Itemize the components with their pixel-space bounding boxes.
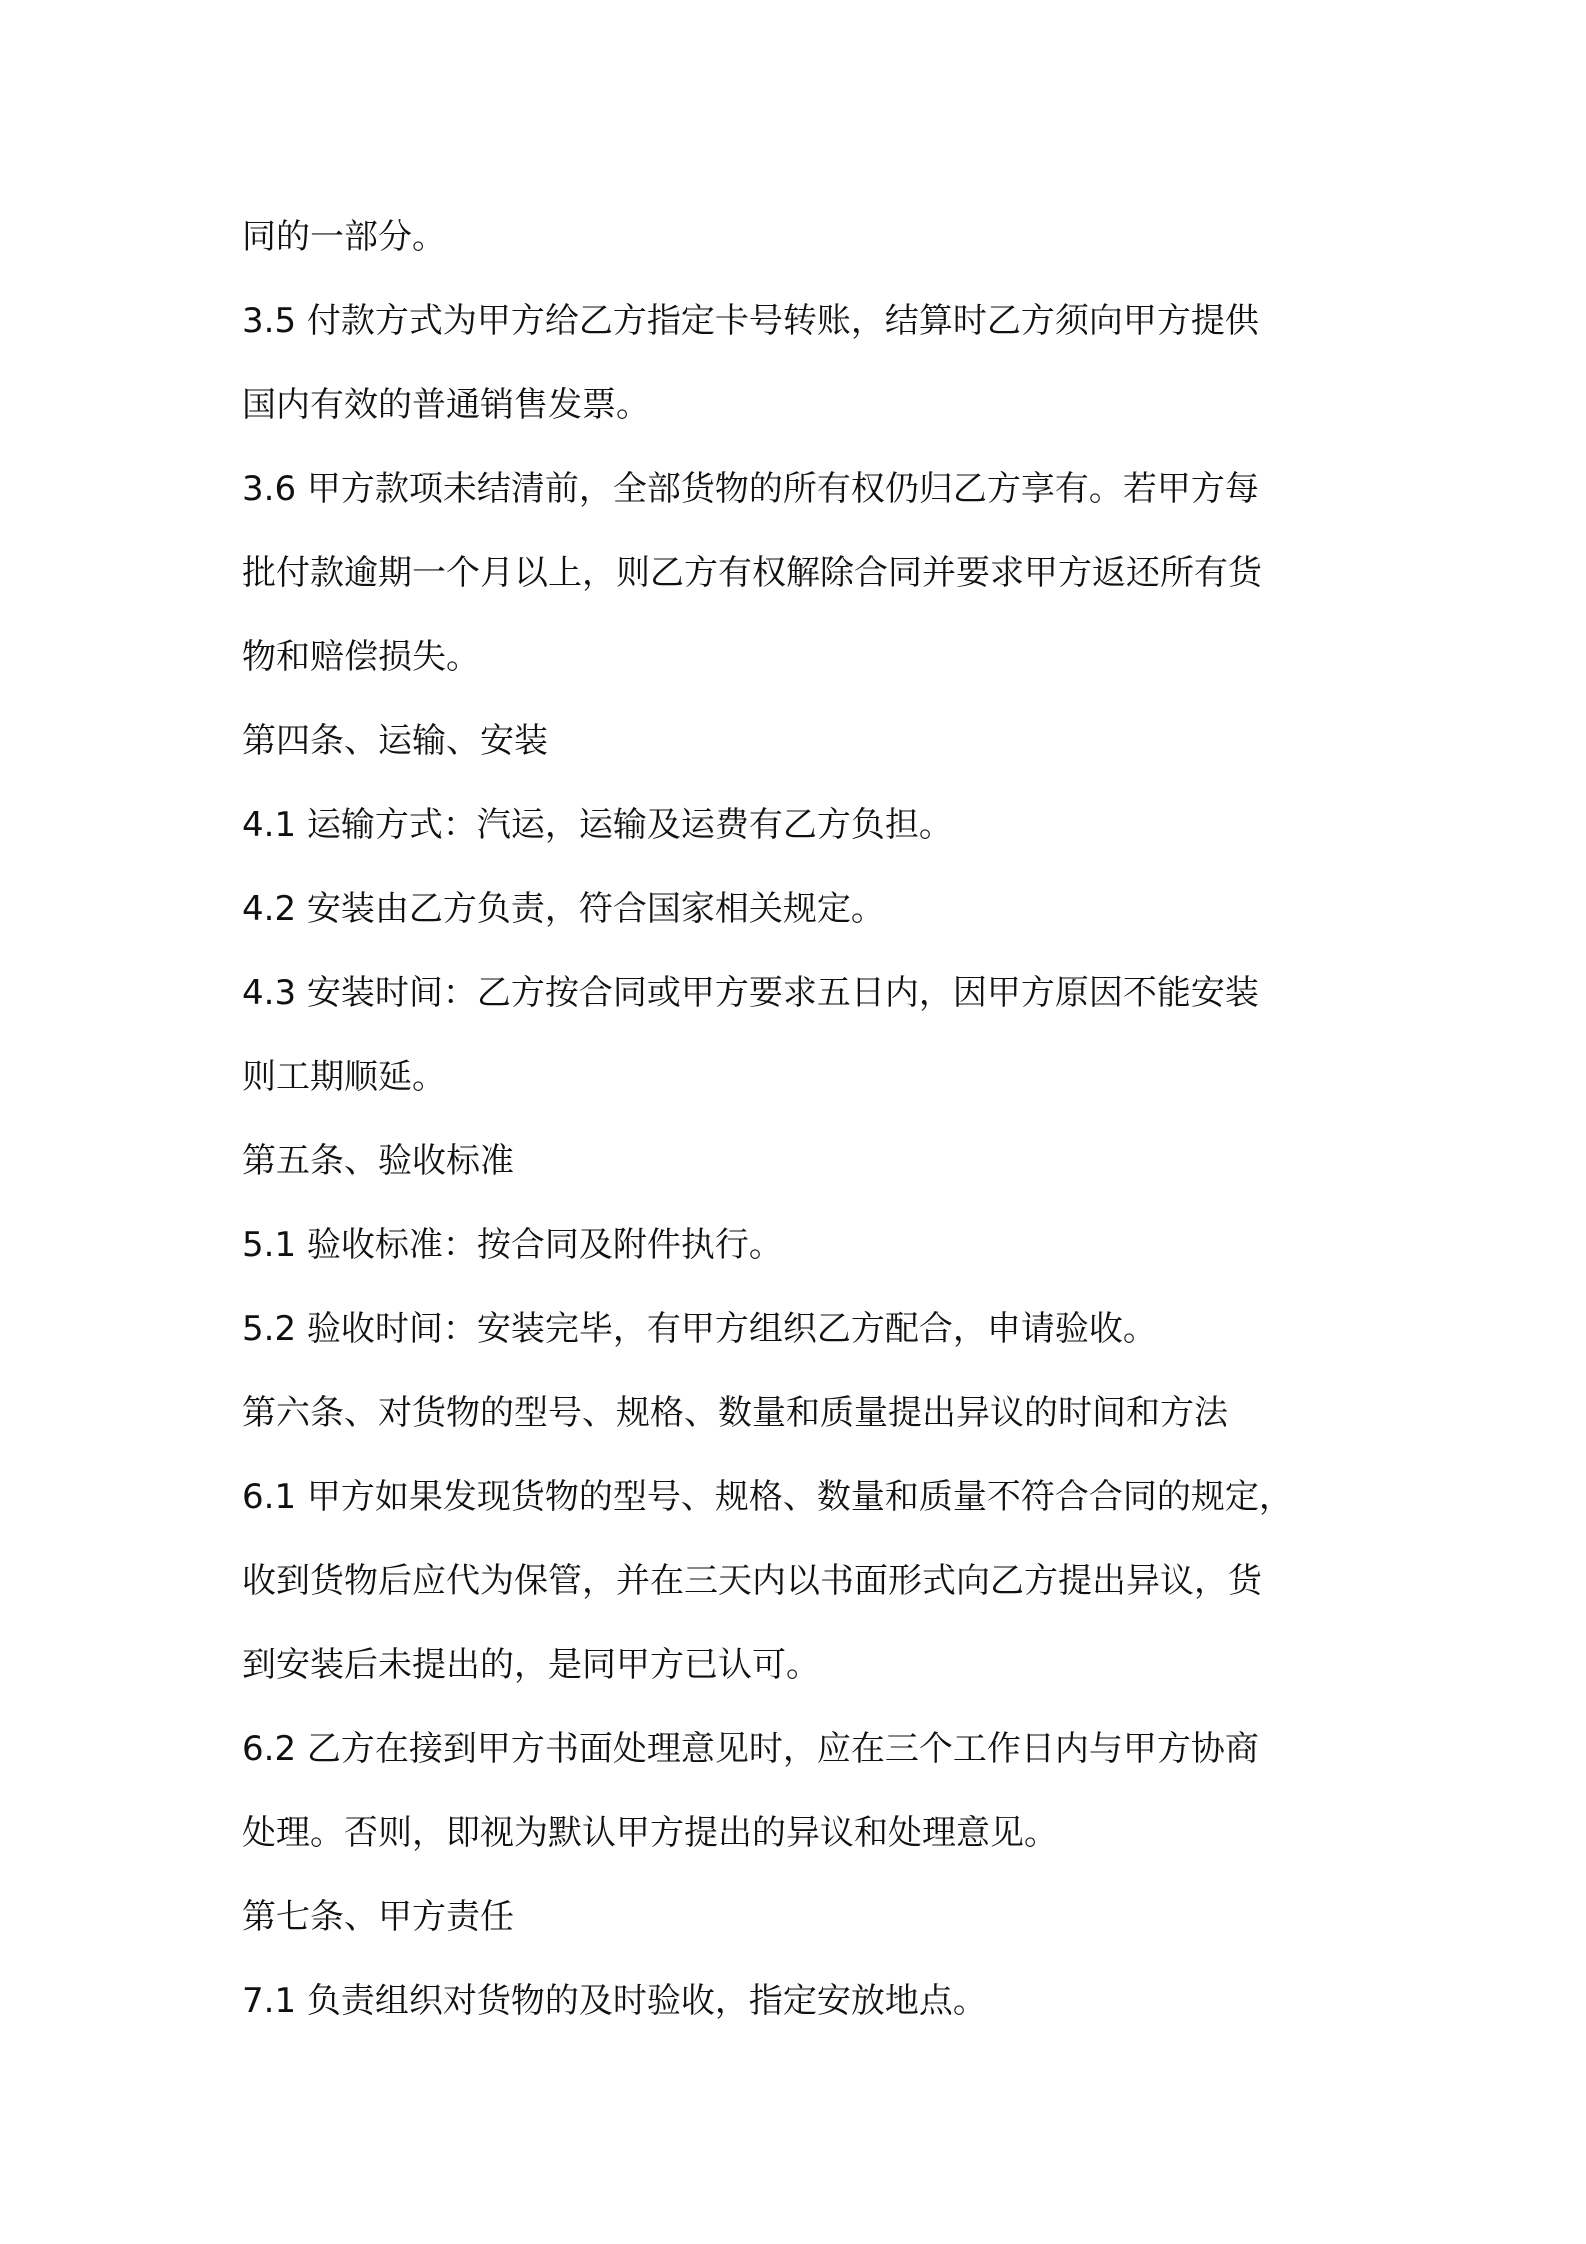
- clause-3-6-line-3: 物和赔偿损失。: [242, 637, 480, 677]
- clause-3-5-line-2: 国内有效的普通销售发票。: [242, 385, 650, 425]
- document-body: [242, 195, 1357, 2043]
- clause-5-2: 5.2 验收时间：安装完毕，有甲方组织乙方配合，申请验收。: [242, 1309, 1157, 1349]
- clause-4-3-line-1: 4.3 安装时间：乙方按合同或甲方要求五日内，因甲方原因不能安装: [242, 973, 1259, 1013]
- clause-4-2: 4.2 安装由乙方负责，符合国家相关规定。: [242, 889, 885, 929]
- section-heading-6: 第六条、对货物的型号、规格、数量和质量提出异议的时间和方法: [242, 1393, 1228, 1433]
- section-heading-7: 第七条、甲方责任: [242, 1897, 514, 1937]
- section-heading-4: 第四条、运输、安装: [242, 721, 548, 761]
- clause-3-5-line-1: 3.5 付款方式为甲方给乙方指定卡号转账，结算时乙方须向甲方提供: [242, 301, 1259, 341]
- clause-4-3-line-2: 则工期顺延。: [242, 1057, 446, 1097]
- clause-6-2-line-1: 6.2 乙方在接到甲方书面处理意见时，应在三个工作日内与甲方协商: [242, 1729, 1259, 1769]
- clause-3-6-line-1: 3.6 甲方款项未结清前，全部货物的所有权仍归乙方享有。若甲方每: [242, 469, 1259, 509]
- clause-7-1: 7.1 负责组织对货物的及时验收，指定安放地点。: [242, 1981, 987, 2021]
- clause-3-6-line-2: 批付款逾期一个月以上，则乙方有权解除合同并要求甲方返还所有货: [242, 553, 1262, 593]
- clause-6-1-line-3: 到安装后未提出的，是同甲方已认可。: [242, 1645, 820, 1685]
- clause-6-1-line-1: 6.1 甲方如果发现货物的型号、规格、数量和质量不符合合同的规定，: [242, 1477, 1293, 1517]
- clause-4-1: 4.1 运输方式：汽运，运输及运费有乙方负担。: [242, 805, 953, 845]
- clause-6-1-line-2: 收到货物后应代为保管，并在三天内以书面形式向乙方提出异议，货: [242, 1561, 1262, 1601]
- clause-5-1: 5.1 验收标准：按合同及附件执行。: [242, 1225, 783, 1265]
- clause-6-2-line-2: 处理。否则，即视为默认甲方提出的异议和处理意见。: [242, 1813, 1058, 1853]
- section-heading-5: 第五条、验收标准: [242, 1141, 514, 1181]
- text-line: 同的一部分。: [242, 217, 446, 257]
